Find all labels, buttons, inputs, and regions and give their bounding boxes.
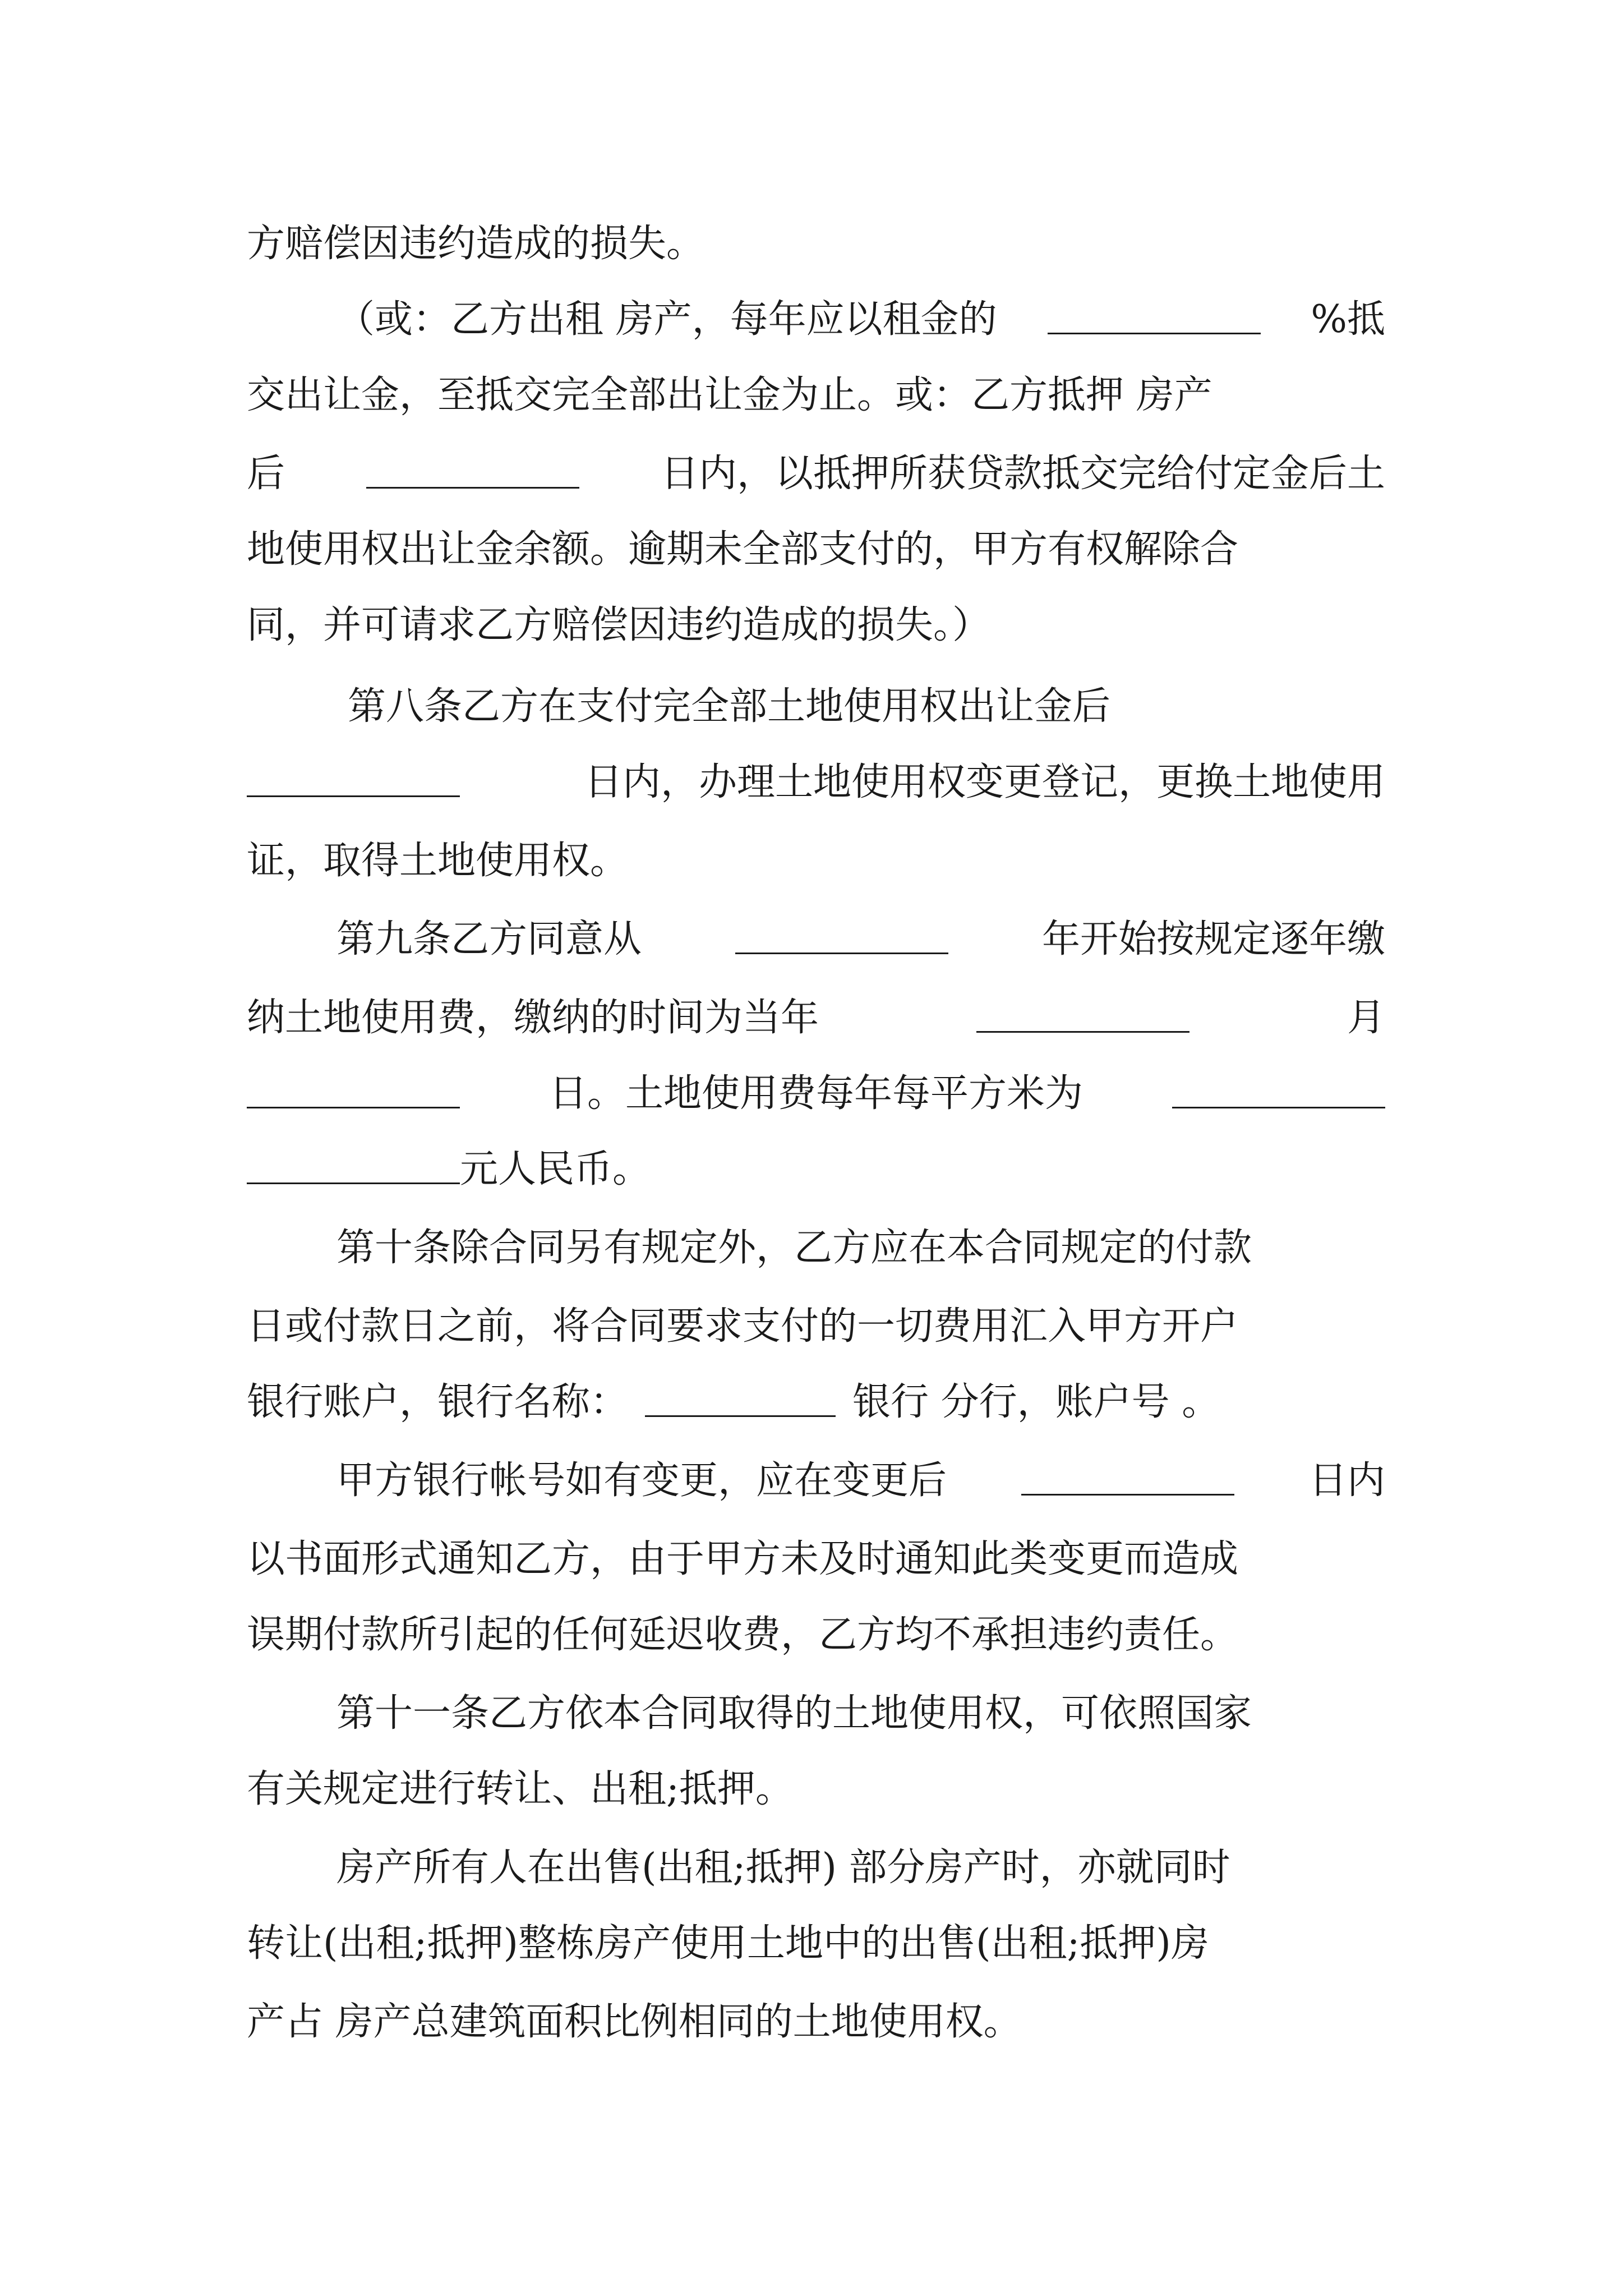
text-line: 纳土地使用费，缴纳的时间为当年 (247, 996, 819, 1040)
text-line: 元人民币。 (460, 1147, 651, 1191)
text-line: 第八条乙方在支付完全部土地使用权出让金后 (348, 684, 1111, 729)
text-line-8 (247, 752, 1385, 813)
text-line: 证，取得土地使用权。 (247, 839, 629, 883)
fill-blank (366, 453, 579, 489)
text-line: 后 (247, 452, 285, 496)
text-line-2 (336, 289, 1385, 351)
text-line-11 (247, 987, 1385, 1049)
fill-blank (1021, 1460, 1234, 1496)
text-line-1 (247, 213, 1385, 275)
text-line: 年开始按规定逐年缴 (1041, 917, 1385, 961)
text-line: 误期付款所引起的任何延迟收费，乙方均不承担违约责任。 (247, 1613, 1239, 1657)
text-line: 地使用权出让金余额。逾期未全部支付的，甲方有权解除合 (247, 527, 1239, 572)
text-line-12 (247, 1063, 1385, 1125)
text-line-15 (247, 1296, 1385, 1358)
text-line: 有关规定进行转让、出租;抵押。 (247, 1767, 794, 1811)
text-line: 第十条除合同另有规定外，乙方应在本合同规定的付款 (336, 1226, 1252, 1270)
fill-blank (1048, 299, 1261, 334)
fill-blank (247, 1073, 460, 1108)
text-line: 第十一条乙方依本合同取得的土地使用权，可依照国家 (336, 1691, 1252, 1736)
text-line: 日。土地使用费每年每平方米为 (548, 1071, 1083, 1116)
text-line: 银行账户，银行名称： (247, 1380, 629, 1424)
text-line: 方赔偿因违约造成的损失。 (247, 222, 705, 266)
fill-blank (247, 1149, 460, 1184)
text-line: 日内，办理土地使用权变更登记，更换土地使用 (584, 760, 1385, 804)
text-line-14 (336, 1217, 1385, 1279)
text-line: 交出让金，至抵交完全部出让金为止。或：乙方抵押 房产 (247, 373, 1212, 417)
text-line: %抵 (1311, 297, 1385, 342)
text-line-18 (247, 1529, 1385, 1590)
fill-blank (1172, 1073, 1385, 1108)
text-line: 甲方银行帐号如有变更，应在变更后 (336, 1458, 947, 1503)
text-line: （或：乙方出租 房产，每年应以租金的 (336, 297, 997, 342)
text-line-4 (247, 443, 1385, 505)
fill-blank (976, 997, 1189, 1033)
text-line: 以书面形式通知乙方，由于甲方未及时通知此类变更而造成 (247, 1537, 1239, 1581)
text-line: 银行 分行，账户号 。 (852, 1380, 1220, 1424)
text-line: 转让(出租;抵押)整栋房产使用土地中的出售(出租;抵押)房 (247, 1921, 1209, 1966)
text-line-21 (247, 1759, 1385, 1820)
text-line-19 (247, 1604, 1385, 1666)
text-line-3 (247, 365, 1385, 426)
text-line: 同，并可请求乙方赔偿因违约造成的损失。） (247, 603, 991, 647)
text-line: 日或付款日之前，将合同要求支付的一切费用汇入甲方开户 (247, 1304, 1239, 1349)
text-line-6 (247, 595, 1385, 656)
text-line-9 (247, 830, 1385, 892)
text-line-13 (247, 1139, 1385, 1200)
text-line-16 (247, 1372, 1385, 1433)
text-line-23 (247, 1913, 1385, 1975)
fill-blank (645, 1382, 836, 1417)
text-line: 日内，以抵押所获贷款抵交完给付定金后土 (660, 452, 1385, 496)
text-line: 日内 (1308, 1458, 1385, 1503)
text-line: 房产所有人在出售(出租;抵押) 部分房产时，亦就同时 (336, 1846, 1230, 1890)
text-line: 月 (1347, 996, 1385, 1040)
text-line-24 (247, 1991, 1385, 2053)
fill-blank (735, 919, 948, 954)
text-line-20 (336, 1683, 1385, 1745)
text-line-7 (348, 676, 1385, 738)
fill-blank (247, 762, 460, 797)
text-line-22 (336, 1837, 1385, 1899)
text-line: 第九条乙方同意从 (336, 917, 642, 961)
text-line-5 (247, 519, 1385, 581)
text-line-17 (336, 1450, 1385, 1512)
text-line: 产占 房产总建筑面积比例相同的土地使用权。 (247, 2000, 1022, 2044)
text-line-10 (336, 909, 1385, 970)
